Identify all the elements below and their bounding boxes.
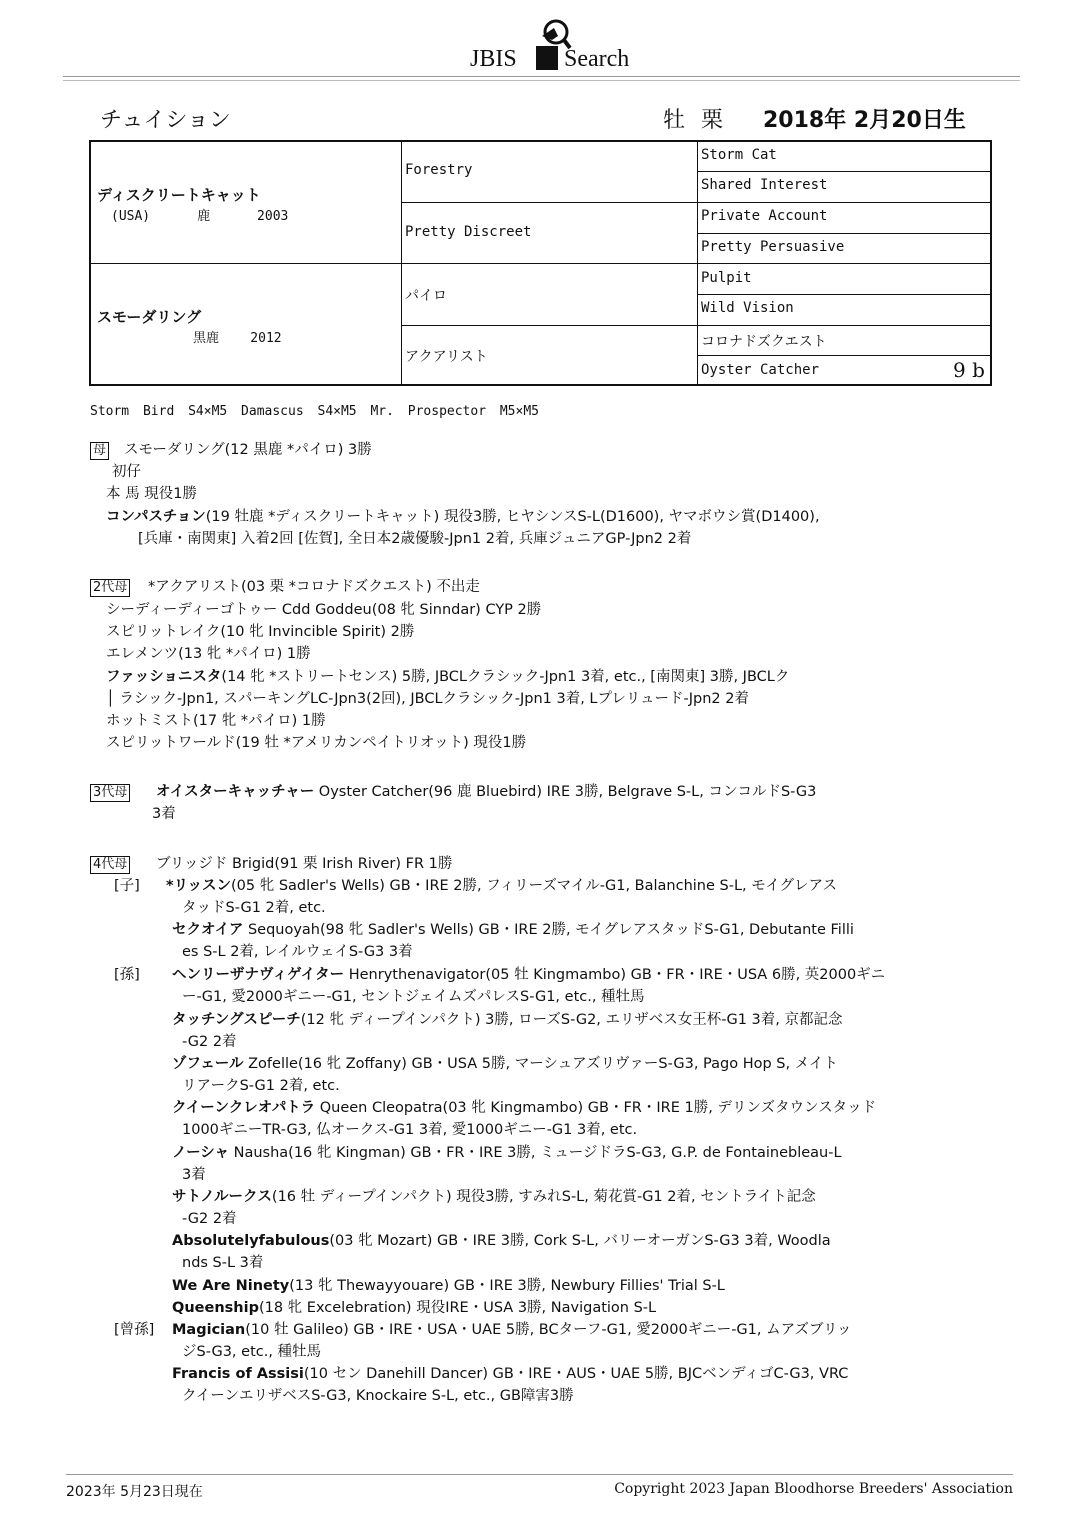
record-line [106,622,414,642]
gen2-dam-sire: パイロ [405,288,447,304]
record-line [106,711,326,731]
record-text: (19 牡鹿 *ディスクリートキャット) 現役3勝, ヒヤシンスS-L(D1600), ヤマボウシ賞(D1400), [205,509,820,525]
horse-name-bold: Queenship [172,1300,259,1316]
section-g4-label [90,854,138,874]
record-text: 3着 [182,1167,206,1183]
horse-name-bold: ゾフェール [172,1056,244,1072]
record-line [152,804,176,824]
record-line [172,1054,838,1074]
record-line [172,1187,816,1207]
horse-name-bold: クイーンクレオパトラ [172,1100,316,1116]
record-line [106,689,749,709]
record-line [172,1010,842,1030]
section-g3-label [90,782,138,802]
horse-name-bold: ノーシャ [172,1145,229,1161]
record-line [182,1076,340,1096]
gen3-cell-7: コロナドズクエスト [701,334,827,350]
horse-name-bold: We Are Ninety [172,1278,290,1294]
logo-jbis-text: JBIS [470,46,517,72]
section-dam-label [90,440,117,460]
record-text: Henrythenavigator(05 牡 Kingmambo) GB・FR・IRE・USA 6勝, 英2000ギニ [344,967,886,983]
record-line [172,965,885,985]
record-text: [兵庫・南関東] 入着2回 [佐賀], 全日本2歳優駿-Jpn1 2着, 兵庫ジュニアGP-Jpn2 2着 [138,531,692,547]
gen3-cell-4: Pretty Persuasive [701,239,845,255]
horse-name-bold: ヘンリーザナヴィゲイター [172,967,345,983]
record-text: タッドS-G1 2着, etc. [182,900,326,916]
pedigree-table [89,140,992,386]
record-line [106,484,197,504]
record-line [172,1276,725,1296]
family-number: 9 b [953,358,985,382]
record-line [148,577,480,597]
dam-cell [97,306,282,346]
horse-birthdate: 2018年 2月20日生 [763,108,966,133]
horse-name-bold: セクオイア [172,922,244,938]
record-line [182,1386,574,1406]
horse-name: チュイション [100,108,231,133]
footer-copyright: Copyright 2023 Japan Bloodhorse Breeders' Association [614,1481,1013,1497]
record-line [182,1120,637,1140]
record-text: ジS-G3, etc., 種牡馬 [182,1344,322,1360]
record-text: (14 牝 *ストリートセンス) 5勝, JBCLクラシック-Jpn1 3着, etc., [南関東] 3勝, JBCLク [221,669,790,685]
record-text: 1000ギニーTR-G3, 仏オークス-G1 3着, 愛1000ギニー-G1 3着, etc. [182,1122,638,1138]
record-line [182,1253,263,1273]
record-text: (05 牝 Sadler's Wells) GB・IRE 2勝, フィリーズマイル-G1, Balanchine S-L, モイグレアス [231,878,837,894]
record-line [182,1342,321,1362]
record-line [182,1165,206,1185]
record-line [172,1143,842,1163]
footer-rule [66,1474,1013,1475]
grand-label: [孫] [114,967,140,983]
header-rule-2 [63,80,1020,81]
horse-sex: 牡 [663,108,686,133]
header-rule [63,76,1020,77]
gen2-sire-dam: Pretty Discreet [405,224,532,240]
record-text: (16 牡 ディープインパクト) 現役3勝, すみれS-L, 菊花賞-G1 2着, セントライト記念 [271,1189,816,1205]
record-text: 本 馬 現役1勝 [106,486,197,502]
horse-color: 栗 [701,108,724,133]
record-line [172,1098,876,1118]
record-line [138,529,691,549]
record-text: (10 セン Danehill Dancer) GB・IRE・AUS・UAE 5勝, BJCベンディゴC-G3, VRC [303,1366,849,1382]
record-text: nds S-L 3着 [182,1255,264,1271]
sire-cell [97,184,288,224]
g4-label-box: 4代母 [90,856,130,874]
horse-name-bold: タッチングスピーチ [172,1012,301,1028]
record-line [106,600,541,620]
record-line [182,1032,237,1052]
inbreeding-line: Storm Bird S4×M5 Damascus S4×M5 Mr. Prospector M5×M5 [90,404,539,419]
record-line [106,667,789,687]
gen2-dam-dam: アクアリスト [405,349,488,365]
record-line [172,920,854,940]
record-text: -G2 2着 [182,1211,237,1227]
gen3-cell-8: Oyster Catcher [701,362,820,378]
gen3-cell-5: Pulpit [701,270,752,286]
record-line [182,898,326,918]
record-text: クイーンエリザベスS-G3, Knockaire S-L, etc., GB障害3勝 [182,1388,574,1404]
sire-details: (USA) 鹿 2003 [111,209,289,224]
record-text: リアークS-G1 2着, etc. [182,1078,340,1094]
record-line [182,987,645,1007]
record-text: スピリットレイク(10 牝 Invincible Spirit) 2勝 [106,624,415,640]
horse-name-bold: ファッショニスタ [106,669,222,685]
gen3-cell-3: Private Account [701,208,828,224]
g3-label-box: 3代母 [90,784,130,802]
dam-label-box: 母 [90,442,109,460]
record-line [156,854,452,874]
dam-name: スモーダリング [97,308,202,326]
record-text: ー-G1, 愛2000ギニー-G1, セントジェイムズパレスS-G1, etc., 種牡馬 [182,989,645,1005]
dam-details: 黒鹿 2012 [193,331,282,346]
g2-label-box: 2代母 [90,579,130,597]
record-text: 3着 [152,806,176,822]
record-text: (18 牝 Excelebration) 現役IRE・USA 3勝, Navigation S-L [258,1300,657,1316]
record-text: Zofelle(16 牝 Zoffany) GB・USA 5勝, マーシュアズリヴァーS-G3, Pago Hop S, メイト [243,1056,838,1072]
record-text: │ ラシック-Jpn1, スパーキングLC-Jpn3(2回), JBCLクラシック-Jpn1 3着, Lプレリュード-Jpn2 2着 [106,691,749,707]
record-text: エレメンツ(13 牝 *パイロ) 1勝 [106,646,311,662]
gen3-cell-2: Shared Interest [701,177,828,193]
record-text: Oyster Catcher(96 鹿 Bluebird) IRE 3勝, Belgrave S-L, コンコルドS-G3 [314,784,817,800]
horse-name-bold: Francis of Assisi [172,1366,304,1382]
record-line [106,507,820,527]
footer-date: 2023年 5月23日現在 [66,1484,203,1500]
record-line [106,733,526,753]
record-text: Queen Cleopatra(03 牝 Kingmambo) GB・FR・IRE 1勝, デリンズタウンスタッド [315,1100,877,1116]
record-line [166,876,837,896]
gen3-cell-1: Storm Cat [701,147,777,163]
record-text: *アクアリスト(03 栗 *コロナドズクエスト) 不出走 [148,579,480,595]
record-text: スモーダリング(12 黒鹿 *パイロ) 3勝 [124,442,372,458]
horse-name-bold: オイスターキャッチャー [156,784,315,800]
record-line [172,1320,851,1340]
record-line [172,1364,848,1384]
record-text: (03 牝 Mozart) GB・IRE 3勝, Cork S-L, バリーオーガンS-G3 3着, Woodla [329,1233,831,1249]
horse-name-bold: Absolutelyfabulous [172,1233,330,1249]
sire-name: ディスクリートキャット [97,186,261,204]
record-text: es S-L 2着, レイルウェイS-G3 3着 [182,944,413,960]
record-line [172,1298,656,1318]
record-line [182,1209,237,1229]
record-line [182,942,413,962]
section-g2-label [90,577,138,597]
record-text: 初仔 [112,464,141,480]
gen2-sire-sire: Forestry [405,162,473,178]
great-label: [曾孫] [114,1322,155,1338]
record-line [156,782,816,802]
record-text: ブリッジド Brigid(91 栗 Irish River) FR 1勝 [156,856,453,872]
record-line [106,644,311,664]
record-text: (13 牝 Thewayyouare) GB・IRE 3勝, Newbury Fillies' Trial S-L [289,1278,725,1294]
record-text: (12 牝 ディープインパクト) 3勝, ローズS-G2, エリザベス女王杯-G1 3着, 京都記念 [300,1012,843,1028]
record-text: (10 牡 Galileo) GB・IRE・USA・UAE 5勝, BCターフ-G1, 愛2000ギニー-G1, ムアズブリッ [245,1322,852,1338]
jbis-search-logo [470,18,640,74]
horse-name-bold: サトノルークス [172,1189,272,1205]
horse-name-bold: コンパスチョン [106,509,206,525]
horse-name-bold: *リッスン [166,878,232,894]
record-line [112,462,141,482]
record-text: -G2 2着 [182,1034,237,1050]
gen3-cell-6: Wild Vision [701,300,794,316]
record-line [172,1231,831,1251]
child-label: [子] [114,878,140,894]
record-text: スピリットワールド(19 牡 *アメリカンペイトリオット) 現役1勝 [106,735,527,751]
horse-name-bold: Magician [172,1322,246,1338]
record-text: Nausha(16 牝 Kingman) GB・FR・IRE 3勝, ミュージドラS-G3, G.P. de Fontainebleau-L [229,1145,842,1161]
logo-search-text: Search [564,46,630,72]
record-text: シーディーディーゴトゥー Cdd Goddeu(08 牝 Sinndar) CYP 2勝 [106,602,542,618]
record-text: Sequoyah(98 牝 Sadler's Wells) GB・IRE 2勝, モイグレアスタッドS-G1, Debutante Filli [243,922,854,938]
record-text: ホットミスト(17 牝 *パイロ) 1勝 [106,713,326,729]
record-line [124,440,372,460]
